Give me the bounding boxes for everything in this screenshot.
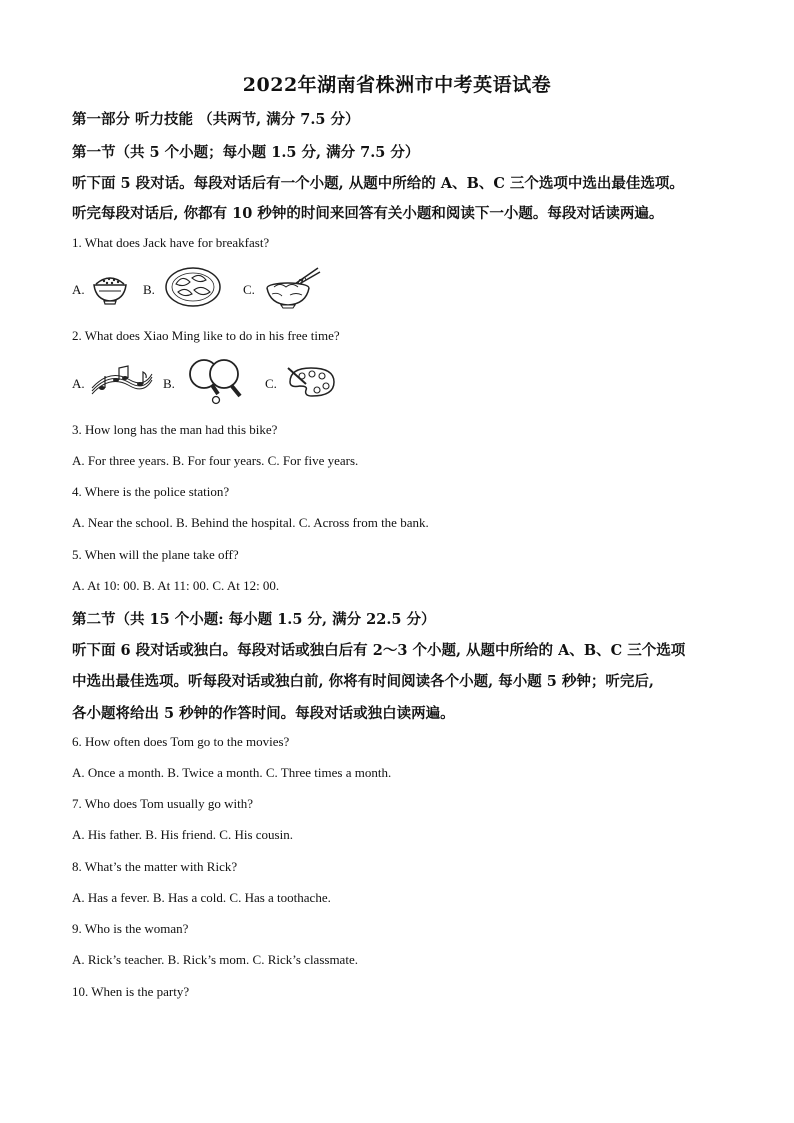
music-notes-icon [90, 362, 154, 398]
option-b-label: B. [143, 282, 155, 297]
dumplings-plate-icon [164, 266, 222, 308]
option-c-label: C. [265, 376, 277, 391]
question-7-options: A. His father. B. His friend. C. His cousin. [72, 827, 293, 842]
question-3: 3. How long has the man had this bike? [72, 422, 278, 437]
section2-instruction-3: 各小题将给出 5 秒钟的作答时间。每段对话或独白读两遍。 [72, 705, 455, 722]
page-title: 2022年湖南省株洲市中考英语试卷 [242, 74, 552, 96]
question-9: 9. Who is the woman? [72, 921, 189, 936]
question-8: 8. What’s the matter with Rick? [72, 859, 238, 874]
question-2-options [72, 358, 372, 402]
question-3-options: A. For three years. B. For four years. C. For five years. [72, 453, 359, 468]
section2-instruction-2: 中选出最佳选项。听每段对话或独白前, 你将有时间阅读各个小题, 每小题 5 秒钟；听完后, [72, 673, 654, 690]
part1-heading: 第一部分 听力技能 （共两节, 满分 7.5 分） [72, 111, 360, 128]
question-4-options: A. Near the school. B. Behind the hospital. C. Across from the bank. [72, 515, 429, 530]
question-1: 1. What does Jack have for breakfast? [72, 235, 270, 250]
question-6-options: A. Once a month. B. Twice a month. C. Three times a month. [72, 765, 392, 780]
section1-instruction-1: 听下面 5 段对话。每段对话后有一个小题, 从题中所给的 A、B、C 三个选项中选出最佳选项。 [72, 175, 684, 192]
noodles-bowl-icon [262, 266, 322, 310]
option-a-label: A. [72, 376, 85, 391]
question-5-options: A. At 10: 00. B. At 11: 00. C. At 12: 00. [72, 578, 280, 593]
ping-pong-paddles-icon [184, 358, 246, 406]
section1-instruction-2: 听完每段对话后, 你都有 10 秒钟的时间来回答有关小题和阅读下一小题。每段对话读两遍。 [72, 205, 664, 222]
option-c-label: C. [243, 282, 255, 297]
question-6: 6. How often does Tom go to the movies? [72, 734, 290, 749]
option-a-label: A. [72, 282, 85, 297]
section2-instruction-1: 听下面 6 段对话或独白。每段对话或独白后有 2～3 个小题, 从题中所给的 A、B、C 三个选项 [72, 642, 686, 659]
question-9-options: A. Rick’s teacher. B. Rick’s mom. C. Rick’s classmate. [72, 952, 358, 967]
question-7: 7. Who does Tom usually go with? [72, 796, 253, 811]
paint-palette-icon [284, 364, 338, 400]
question-1-options [72, 266, 372, 310]
question-2: 2. What does Xiao Ming like to do in his free time? [72, 328, 340, 343]
question-5: 5. When will the plane take off? [72, 547, 239, 562]
option-b-label: B. [163, 376, 175, 391]
question-8-options: A. Has a fever. B. Has a cold. C. Has a toothache. [72, 890, 331, 905]
question-4: 4. Where is the police station? [72, 484, 230, 499]
question-10: 10. When is the party? [72, 984, 190, 999]
section2-heading: 第二节（共 15 个小题: 每小题 1.5 分, 满分 22.5 分） [72, 611, 436, 628]
section1-heading: 第一节（共 5 个小题；每小题 1.5 分, 满分 7.5 分） [72, 144, 420, 161]
rice-bowl-icon [90, 270, 130, 306]
